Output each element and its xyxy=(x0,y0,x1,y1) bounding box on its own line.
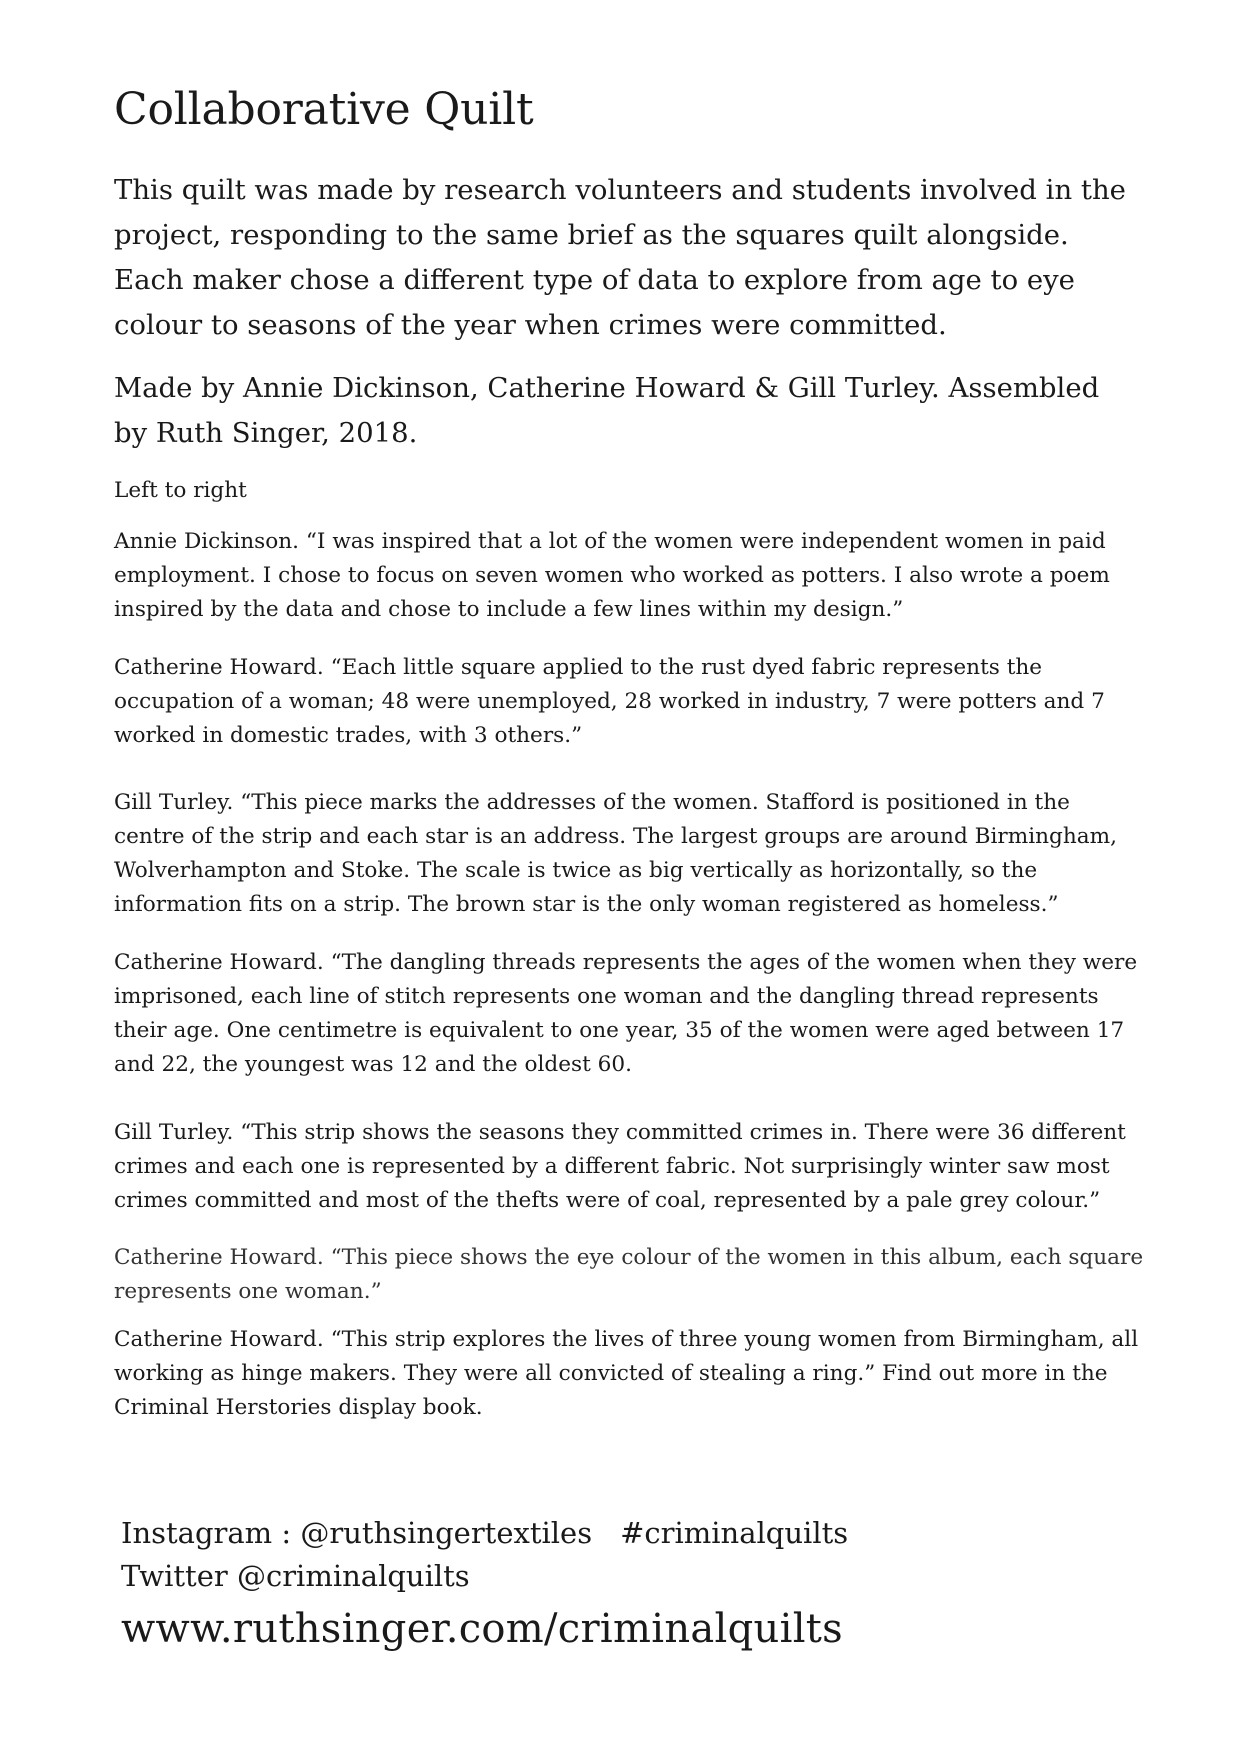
entry-gill-turley-seasons: Gill Turley. “This strip shows the seasons they committed crimes in. There were 36 different crimes and each one is represented by a different fabric. Not surprisingly winter saw most crimes committed and most of the thefts were of coal, represented by a pale grey colour.” xyxy=(114,1120,1126,1213)
hashtag[interactable]: #criminalquilts xyxy=(620,1516,849,1550)
entry-gill-turley-addresses: Gill Turley. “This piece marks the addresses of the women. Stafford is positioned in the centre of the strip and each star is an address. The largest groups are around Birmingham, Wolverhampton and Stoke. The scale is twice as big vertically as horizontally, so the information fits on a strip. The brown star is the only woman registered as homeless.” xyxy=(114,790,1117,917)
social-instagram-line xyxy=(121,1512,1121,1554)
website-link[interactable]: www.ruthsinger.com/criminalquilts xyxy=(121,1606,843,1652)
entry-catherine-howard-ages: Catherine Howard. “The dangling threads represents the ages of the women when they were imprisoned, each line of stitch represents one woman and the dangling thread represents their age. One centimetre is equivalent to one year, 35 of the women were aged between 17 and 22, the youngest was 12 and the oldest 60. xyxy=(114,950,1138,1077)
instagram-handle[interactable]: Instagram : @ruthsingertextiles xyxy=(121,1516,593,1550)
makers-credit: Made by Annie Dickinson, Catherine Howard & Gill Turley. Assembled by Ruth Singer, 2018. xyxy=(114,372,1100,449)
order-label: Left to right xyxy=(114,478,247,503)
intro-paragraph: This quilt was made by research volunteers and students involved in the project, responding to the same brief as the squares quilt alongside. Each maker chose a different type of data to explore from age to eye colour to seasons of the year when crimes were committed. xyxy=(114,174,1126,341)
entry-catherine-howard-occupation: Catherine Howard. “Each little square applied to the rust dyed fabric represents the occupation of a woman; 48 were unemployed, 28 worked in industry, 7 were potters and 7 worked in domestic trades, with 3 others.” xyxy=(114,655,1105,748)
entry-annie-dickinson: Annie Dickinson. “I was inspired that a lot of the women were independent women in paid employment. I chose to focus on seven women who worked as potters. I also wrote a poem inspired by the data and chose to include a few lines within my design.” xyxy=(114,529,1110,622)
page-title: Collaborative Quilt xyxy=(114,84,534,135)
entry-catherine-howard-hinge-makers: Catherine Howard. “This strip explores the lives of three young women from Birmingham, all working as hinge makers. They were all convicted of stealing a ring.” Find out more in the Criminal Herstories display book. xyxy=(114,1327,1139,1420)
twitter-handle[interactable]: Twitter @criminalquilts xyxy=(121,1559,470,1593)
entry-catherine-howard-eye-colour: Catherine Howard. “This piece shows the eye colour of the women in this album, each square represents one woman.” xyxy=(114,1245,1144,1304)
